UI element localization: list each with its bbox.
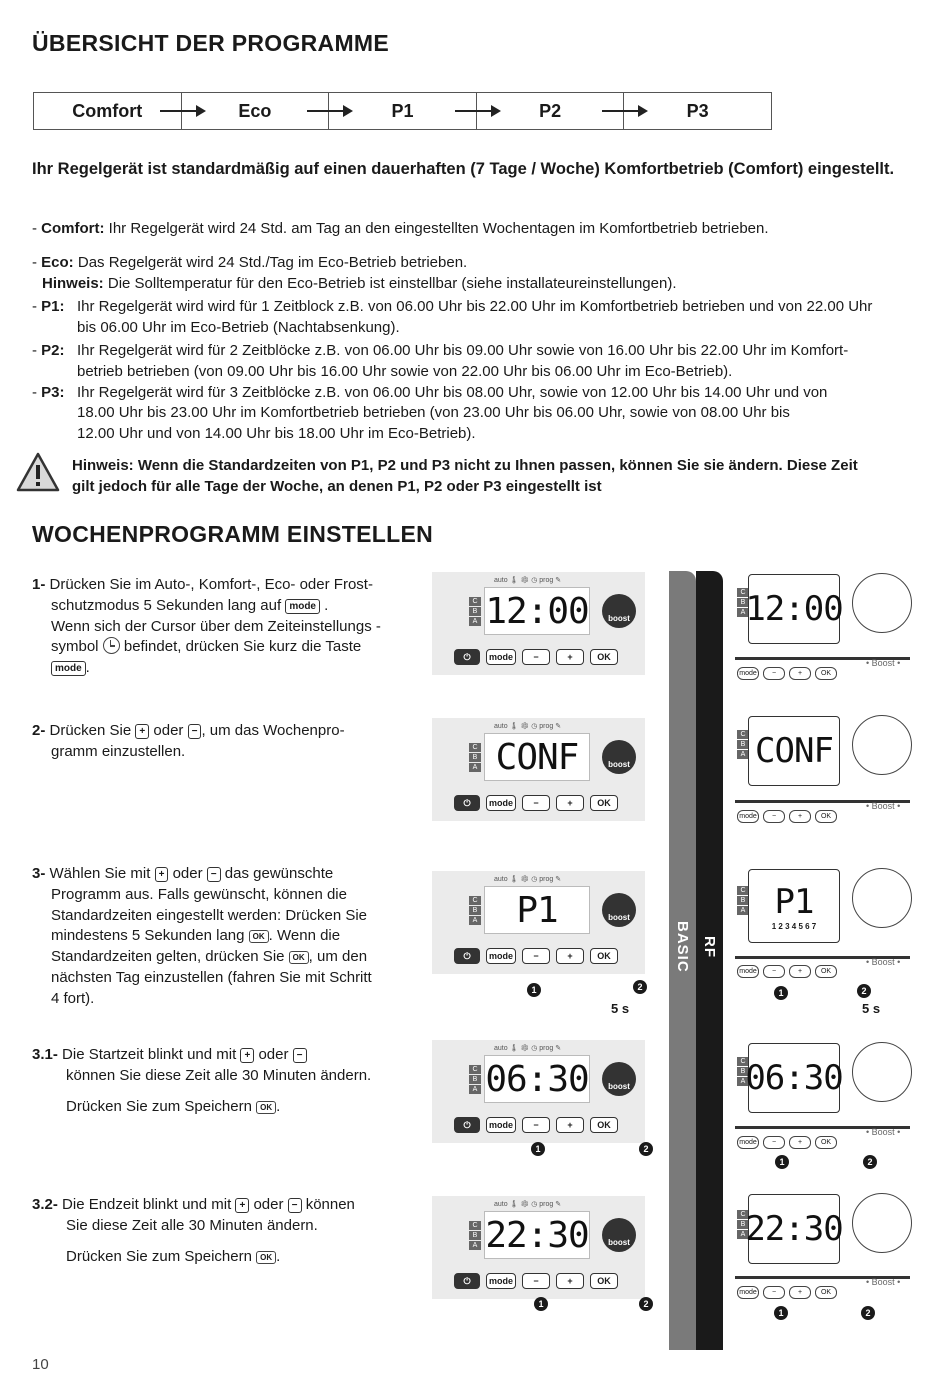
rf-lcd-display: 12:00: [748, 574, 840, 644]
minus-key: −: [188, 724, 202, 739]
rf-minus-button[interactable]: −: [763, 1286, 785, 1299]
mode-icons: auto 🌡 ❄ ◷ prog ✎: [494, 577, 562, 584]
mode-button[interactable]: mode: [486, 1273, 516, 1289]
rf-boost-label: • Boost •: [866, 957, 901, 967]
power-icon[interactable]: ⏻: [454, 795, 480, 811]
rf-mode-button[interactable]: mode: [737, 965, 759, 978]
minus-key: −: [288, 1198, 302, 1213]
lcd-display: 22:30: [484, 1211, 590, 1259]
ok-button[interactable]: OK: [590, 795, 618, 811]
basic-panel-4: [432, 1040, 645, 1143]
marker-2: 2: [639, 1297, 653, 1311]
section-title-weekly: WOCHENPROGRAMM EINSTELLEN: [32, 521, 434, 547]
rf-lcd-display: 06:30: [748, 1043, 840, 1113]
rf-dial[interactable]: [852, 715, 912, 775]
boost-button[interactable]: boost: [602, 1062, 636, 1096]
rf-mode-indicator: C B A: [737, 588, 749, 617]
ok-button[interactable]: OK: [590, 1117, 618, 1133]
basic-panel-1: [432, 572, 645, 675]
rf-minus-button[interactable]: −: [763, 1136, 785, 1149]
page-number: 10: [32, 1356, 49, 1373]
rf-ok-button[interactable]: OK: [815, 965, 837, 978]
rf-boost-label: • Boost •: [866, 658, 901, 668]
arrow-icon: [307, 110, 351, 112]
plus-button[interactable]: +: [556, 948, 584, 964]
mode-icons: auto 🌡 ❄ ◷ prog ✎: [494, 723, 562, 730]
five-seconds-label: 5 s: [862, 1001, 881, 1016]
rf-dial[interactable]: [852, 1193, 912, 1253]
mode-button[interactable]: mode: [486, 948, 516, 964]
rf-plus-button[interactable]: +: [789, 1136, 811, 1149]
marker-1: 1: [774, 1306, 788, 1320]
rf-ok-button[interactable]: OK: [815, 810, 837, 823]
rf-label: RF: [701, 936, 718, 958]
rf-button-row: [737, 810, 837, 823]
plus-key: +: [155, 867, 169, 882]
basic-bar: [669, 571, 696, 1350]
mode-icons: auto 🌡 ❄ ◷ prog ✎: [494, 1045, 562, 1052]
marker-1: 1: [527, 983, 541, 997]
boost-button[interactable]: boost: [602, 893, 636, 927]
rf-plus-button[interactable]: +: [789, 810, 811, 823]
rf-ok-button[interactable]: OK: [815, 1136, 837, 1149]
comfort-description: - Comfort: Ihr Regelgerät wird 24 Std. am Tag an den eingestellten Wochentagen im Komfortbetrieb betrieben.: [32, 220, 769, 237]
lcd-display: 06:30: [484, 1055, 590, 1103]
button-row: [454, 948, 618, 964]
p3-line3: 12.00 Uhr und von 14.00 Uhr bis 18.00 Uhr im Eco-Betrieb).: [77, 425, 476, 442]
rf-minus-button[interactable]: −: [763, 965, 785, 978]
rf-boost-label: • Boost •: [866, 1127, 901, 1137]
lead-paragraph: Ihr Regelgerät ist standardmäßig auf einen dauerhaften (7 Tage / Woche) Komfortbetrieb (Comfort) eingestellt.: [32, 160, 895, 178]
mode-key: mode: [51, 661, 86, 676]
p2-line2: betrieb betrieben (von 09.00 Uhr bis 16.00 Uhr sowie von 22.00 Uhr bis 06.00 Uhr im Eco-Betrieb).: [77, 363, 733, 380]
mode-icons: auto 🌡 ❄ ◷ prog ✎: [494, 1201, 562, 1208]
marker-1: 1: [534, 1297, 548, 1311]
power-icon[interactable]: ⏻: [454, 1117, 480, 1133]
step-1: 1- Drücken Sie im Auto-, Komfort-, Eco- oder Frost- schutzmodus 5 Sekunden lang auf mode . Wenn sich der Cursor über dem Zeiteinstellungs - symbol befindet, drücken Sie kurz die Taste mode .: [32, 576, 381, 677]
p1-line1: Ihr Regelgerät wird wird für 1 Zeitblock z.B. von 06.00 Uhr bis 22.00 Uhr im Komfortbetrieb betrieben und von 22.00 Uhr: [77, 298, 873, 315]
ok-key: OK: [289, 951, 309, 964]
mode-indicator: C B A: [469, 743, 481, 772]
warning-icon: [16, 452, 60, 492]
p3-line1: Ihr Regelgerät wird für 3 Zeitblöcke z.B. von 06.00 Uhr bis 08.00 Uhr, sowie von 12.00 Uhr bis 14.00 Uhr und von: [77, 384, 828, 401]
lcd-display: P1: [484, 886, 590, 934]
power-icon[interactable]: ⏻: [454, 1273, 480, 1289]
rf-plus-button[interactable]: +: [789, 1286, 811, 1299]
rf-boost-label: • Boost •: [866, 1277, 901, 1287]
rf-bar: [696, 571, 723, 1350]
minus-key: −: [207, 867, 221, 882]
rf-lcd-display: 22:30: [748, 1194, 840, 1264]
rf-button-row: [737, 1286, 837, 1299]
rf-mode-indicator: C B A: [737, 1210, 749, 1239]
p2-line1: Ihr Regelgerät wird für 2 Zeitblöcke z.B. von 06.00 Uhr bis 09.00 Uhr sowie von 16.00 Uhr bis 22.00 Uhr im Komfort-: [77, 342, 849, 359]
boost-button[interactable]: boost: [602, 740, 636, 774]
basic-label: BASIC: [674, 921, 691, 973]
minus-button[interactable]: −: [522, 1273, 550, 1289]
basic-panel-3: [432, 871, 645, 974]
lcd-display: CONF: [484, 733, 590, 781]
mode-button[interactable]: mode: [486, 795, 516, 811]
power-icon[interactable]: ⏻: [454, 649, 480, 665]
mode-indicator: C B A: [469, 896, 481, 925]
rf-mode-indicator: C B A: [737, 730, 749, 759]
ok-key: OK: [256, 1101, 276, 1114]
rf-mode-button[interactable]: mode: [737, 667, 759, 680]
button-row: [454, 649, 618, 665]
minus-button[interactable]: −: [522, 795, 550, 811]
mode-indicator: C B A: [469, 1221, 481, 1250]
marker-1: 1: [775, 1155, 789, 1169]
p1-description: - P1:: [32, 298, 65, 315]
rf-dial[interactable]: [852, 868, 912, 928]
p1-line2: bis 06.00 Uhr im Eco-Betrieb (Nachtabsenkung).: [77, 319, 400, 336]
ok-key: OK: [249, 930, 269, 943]
rf-plus-button[interactable]: +: [789, 667, 811, 680]
mode-key: mode: [285, 599, 320, 614]
button-row: [454, 795, 618, 811]
flow-p2: P2: [476, 93, 624, 129]
step-3-1: 3.1- Die Startzeit blinkt und mit + oder − können Sie diese Zeit alle 30 Minuten ändern. Drücken Sie zum Speichern OK .: [32, 1046, 372, 1115]
rf-mode-button[interactable]: mode: [737, 810, 759, 823]
button-row: [454, 1273, 618, 1289]
rf-button-row: [737, 965, 837, 978]
basic-panel-5: [432, 1196, 645, 1299]
rf-ok-button[interactable]: OK: [815, 1286, 837, 1299]
plus-key: +: [135, 724, 149, 739]
rf-dial[interactable]: [852, 1042, 912, 1102]
ok-button[interactable]: OK: [590, 1273, 618, 1289]
rf-ok-button[interactable]: OK: [815, 667, 837, 680]
plus-button[interactable]: +: [556, 1117, 584, 1133]
ok-key: OK: [256, 1251, 276, 1264]
plus-key: +: [240, 1048, 254, 1063]
ok-button[interactable]: OK: [590, 649, 618, 665]
flow-p1: P1: [328, 93, 476, 129]
step-2: 2- Drücken Sie + oder − , um das Wochenpro- gramm einzustellen.: [32, 722, 345, 760]
rf-lcd-display: P1 1 2 3 4 5 6 7: [748, 869, 840, 943]
rf-button-row: [737, 667, 837, 680]
five-seconds-label: 5 s: [611, 1001, 630, 1016]
mode-button[interactable]: mode: [486, 1117, 516, 1133]
marker-2: 2: [633, 980, 647, 994]
warning-note: Hinweis: Wenn die Standardzeiten von P1, P2 und P3 nicht zu Ihnen passen, können Sie sie ändern. Diese Zeit gilt jedoch für alle Tage der Woche, an denen P1, P2 oder P3 eingestellt ist: [72, 457, 858, 495]
day-row: 1 2 3 4 5 6 7: [771, 921, 817, 931]
power-icon[interactable]: ⏻: [454, 948, 480, 964]
plus-button[interactable]: +: [556, 795, 584, 811]
button-row: [454, 1117, 618, 1133]
plus-button[interactable]: +: [556, 1273, 584, 1289]
rf-button-row: [737, 1136, 837, 1149]
rf-minus-button[interactable]: −: [763, 810, 785, 823]
flow-eco: Eco: [181, 93, 329, 129]
p3-line2: 18.00 Uhr bis 23.00 Uhr im Komfortbetrieb betrieben (von 23.00 Uhr bis 06.00 Uhr, sowie von 08.00 Uhr bis: [77, 404, 790, 421]
marker-1: 1: [774, 986, 788, 1000]
step-3: 3- Wählen Sie mit + oder − das gewünschte Programm aus. Falls gewünscht, können die Standardzeiten eingestellt werden: Drücken Sie mindestens 5 Sekunden lang OK . Wenn die Standardzeiten gelten, drücken Sie OK , um den nächsten Tag einzustellen (fahren Sie mit Schritt 4 fort).: [32, 865, 372, 1007]
marker-2: 2: [639, 1142, 653, 1156]
marker-1: 1: [531, 1142, 545, 1156]
clock-icon: [103, 637, 120, 654]
minus-button[interactable]: −: [522, 948, 550, 964]
mode-icons: auto 🌡 ❄ ◷ prog ✎: [494, 876, 562, 883]
p2-description: - P2:: [32, 342, 65, 359]
arrow-icon: [455, 110, 499, 112]
mode-button[interactable]: mode: [486, 649, 516, 665]
rf-boost-label: • Boost •: [866, 801, 901, 811]
mode-indicator: C B A: [469, 1065, 481, 1094]
eco-hint: Hinweis: Die Solltemperatur für den Eco-Betrieb ist einstellbar (siehe installateureinstellungen).: [42, 275, 677, 292]
plus-button[interactable]: +: [556, 649, 584, 665]
minus-button[interactable]: −: [522, 649, 550, 665]
ok-button[interactable]: OK: [590, 948, 618, 964]
rf-mode-button[interactable]: mode: [737, 1136, 759, 1149]
minus-button[interactable]: −: [522, 1117, 550, 1133]
lcd-display: 12:00: [484, 587, 590, 635]
flow-comfort: Comfort: [72, 100, 143, 121]
mode-indicator: C B A: [469, 597, 481, 626]
rf-mode-indicator: C B A: [737, 1057, 749, 1086]
boost-button[interactable]: boost: [602, 1218, 636, 1252]
basic-panel-2: [432, 718, 645, 821]
rf-dial[interactable]: [852, 573, 912, 633]
section-title-overview: ÜBERSICHT DER PROGRAMME: [32, 30, 390, 56]
arrow-icon: [602, 110, 646, 112]
program-flow: [33, 92, 772, 130]
marker-2: 2: [861, 1306, 875, 1320]
minus-key: −: [293, 1048, 307, 1063]
marker-2: 2: [857, 984, 871, 998]
rf-mode-indicator: C B A: [737, 886, 749, 915]
marker-2: 2: [863, 1155, 877, 1169]
p3-description: - P3:: [32, 384, 65, 401]
flow-p3: P3: [623, 93, 771, 129]
plus-key: +: [235, 1198, 249, 1213]
step-3-2: 3.2- Die Endzeit blinkt und mit + oder − können Sie diese Zeit alle 30 Minuten ändern. Drücken Sie zum Speichern OK .: [32, 1196, 355, 1265]
eco-description: - Eco: Das Regelgerät wird 24 Std./Tag im Eco-Betrieb betrieben.: [32, 254, 468, 271]
rf-minus-button[interactable]: −: [763, 667, 785, 680]
rf-lcd-display: CONF: [748, 716, 840, 786]
arrow-icon: [160, 110, 204, 112]
boost-button[interactable]: boost: [602, 594, 636, 628]
rf-plus-button[interactable]: +: [789, 965, 811, 978]
rf-mode-button[interactable]: mode: [737, 1286, 759, 1299]
